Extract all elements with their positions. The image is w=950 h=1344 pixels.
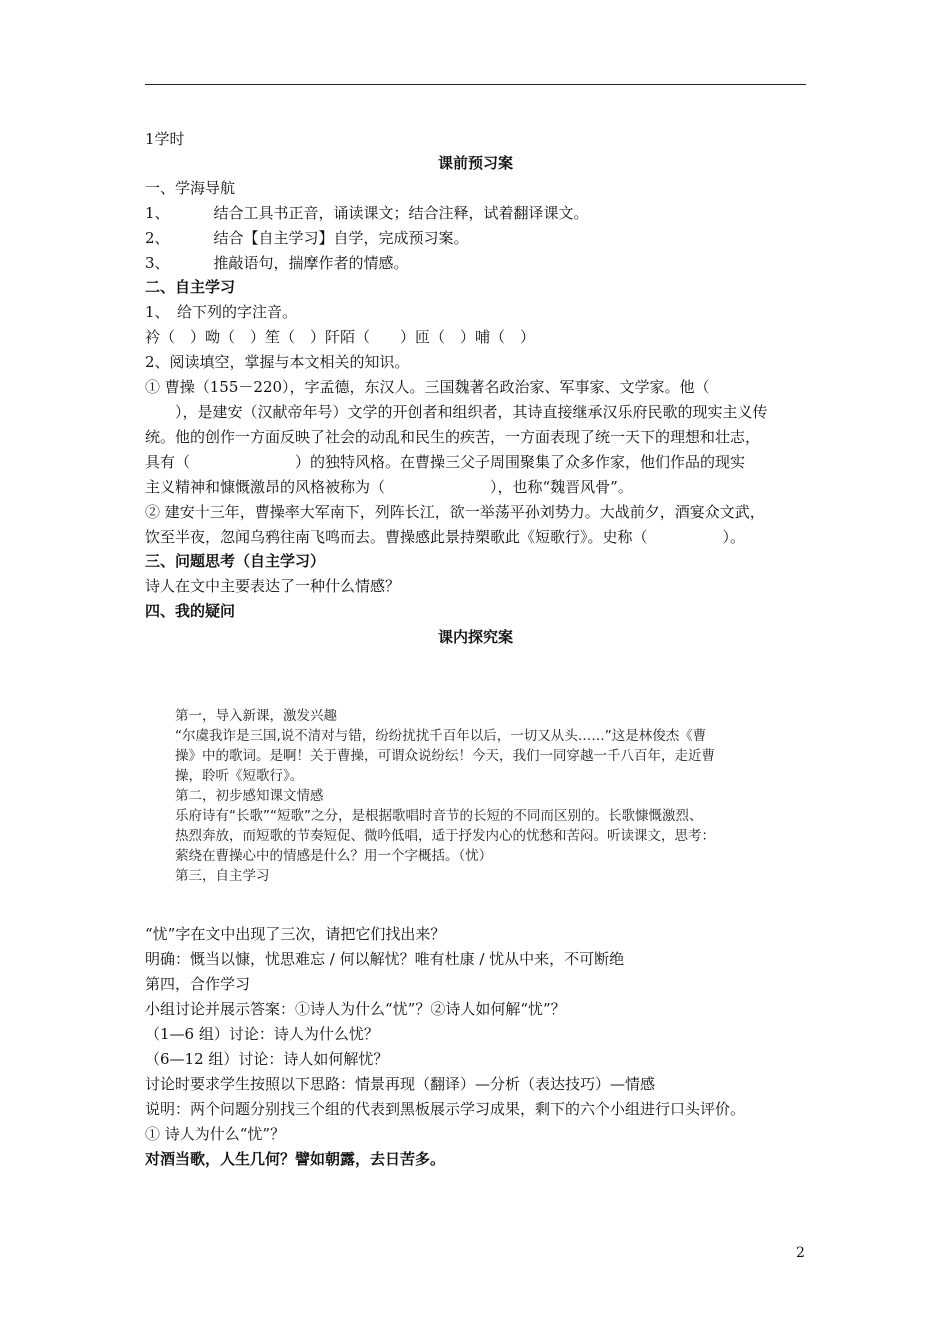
para2-line: ② 建安十三年，曹操率大军南下，列阵长江，欲一举荡平孙刘势力。大战前夕，酒宴众文武，: [145, 503, 765, 521]
inquiry-line: 说明：两个问题分别找三个组的代表到黑板展示学习成果，剩下的六个小组进行口头评价。: [145, 1100, 746, 1118]
inquiry-line: （6—12 组）讨论：诗人如何解忧？: [145, 1050, 389, 1068]
embedded-line: 第一，导入新课，激发兴趣: [175, 708, 337, 724]
item-number: 1、: [145, 204, 170, 222]
para1-line: 具有（ ）的独特风格。在曹操三父子周围聚集了众多作家，他们作品的现实: [145, 453, 746, 471]
item-number: 3、: [145, 254, 170, 272]
section1-heading: 一、学海导航: [145, 179, 236, 197]
class-hours: 1学时: [145, 130, 185, 148]
nav-item: [145, 202, 589, 224]
preview-title: 课前预习案: [437, 154, 513, 172]
embedded-line: 操》中的歌词。是啊！关于曹操，可谓众说纷纭！今天，我们一同穿越一千八百年，走近曹: [175, 748, 715, 764]
inquiry-line: （1—6 组）讨论：诗人为什么忧？: [145, 1025, 379, 1043]
embedded-line: 操，聆听《短歌行》。: [175, 768, 304, 784]
header-rule: [145, 84, 806, 85]
question-2: 2、阅读填空，掌握与本文相关的知识。: [145, 353, 410, 371]
para1-line: 统。他的创作一方面反映了社会的动乱和民生的疾苦，一方面表现了统一天下的理想和壮志，: [145, 428, 761, 446]
section3-question: 诗人在文中主要表达了一种什么情感？: [145, 577, 401, 595]
item-text: 结合【自主学习】自学，完成预习案。: [213, 229, 469, 247]
nav-item: [145, 252, 409, 274]
poem-line: 对酒当歌，人生几何？譬如朝露，去日苦多。: [145, 1150, 446, 1168]
para2-line: 饮至半夜，忽闻乌鸦往南飞鸣而去。曹操感此景持槊歌此《短歌行》。史称（ ）。: [145, 528, 746, 546]
section4-heading: 四、我的疑问: [145, 602, 236, 620]
inquiry-title: 课内探究案: [437, 628, 513, 646]
embedded-line: 萦绕在曹操心中的情感是什么？用一个字概括。（忧）: [175, 848, 493, 864]
nav-item: [145, 227, 469, 249]
para1-line: ① 曹操（155－220），字孟德，东汉人。三国魏著名政治家、军事家、文学家。他（: [145, 378, 710, 396]
section2-heading: 二、自主学习: [145, 278, 236, 296]
question-1: 1、 给下列的字注音。: [145, 303, 298, 321]
inquiry-line: 小组讨论并展示答案：①诗人为什么“忧”？②诗人如何解“忧”？: [145, 1000, 566, 1018]
para1-line: ），是建安（汉献帝年号）文学的开创者和组织者，其诗直接继承汉乐府民歌的现实主义传: [145, 403, 768, 421]
embedded-line: 乐府诗有“长歌”“短歌”之分，是根据歌唱时音节的长短的不同而区别的。长歌慷慨激烈、: [175, 808, 703, 824]
inquiry-line: 讨论时要求学生按照以下思路：情景再现（翻译）—分析（表达技巧）—情感: [145, 1075, 656, 1093]
inquiry-line: “忧”字在文中出现了三次，请把它们找出来？: [145, 925, 446, 943]
item-text: 推敲语句，揣摩作者的情感。: [213, 254, 409, 272]
pinyin-line: 衿（ ）呦（ ）笙（ ）阡陌（ ）匝（ ）哺（ ）: [145, 328, 536, 346]
embedded-line: 第三，自主学习: [175, 868, 270, 884]
item-text: 结合工具书正音，诵读课文；结合注释，试着翻译课文。: [213, 204, 589, 222]
inquiry-line: 明确：慨当以慷，忧思难忘 / 何以解忧？唯有杜康 / 忧从中来，不可断绝: [145, 950, 625, 968]
page-number: 2: [796, 1245, 805, 1261]
item-number: 2、: [145, 229, 170, 247]
embedded-line: 热烈奔放，而短歌的节奏短促、微吟低唱，适于抒发内心的忧愁和苦闷。听读课文，思考：: [175, 828, 715, 844]
section3-heading: 三、问题思考（自主学习）: [145, 552, 326, 570]
embedded-text-image: [160, 700, 780, 900]
embedded-line: “尔虞我诈是三国,说不清对与错，纷纷扰扰千百年以后，一切又从头……”这是林俊杰《曹: [175, 728, 707, 744]
inquiry-line: 第四，合作学习: [145, 975, 251, 993]
inquiry-line: ① 诗人为什么“忧”？: [145, 1125, 286, 1143]
para1-line: 主义精神和慷慨激昂的风格被称为（ ），也称“魏晋风骨”。: [145, 478, 633, 496]
embedded-line: 第二，初步感知课文情感: [175, 788, 324, 804]
